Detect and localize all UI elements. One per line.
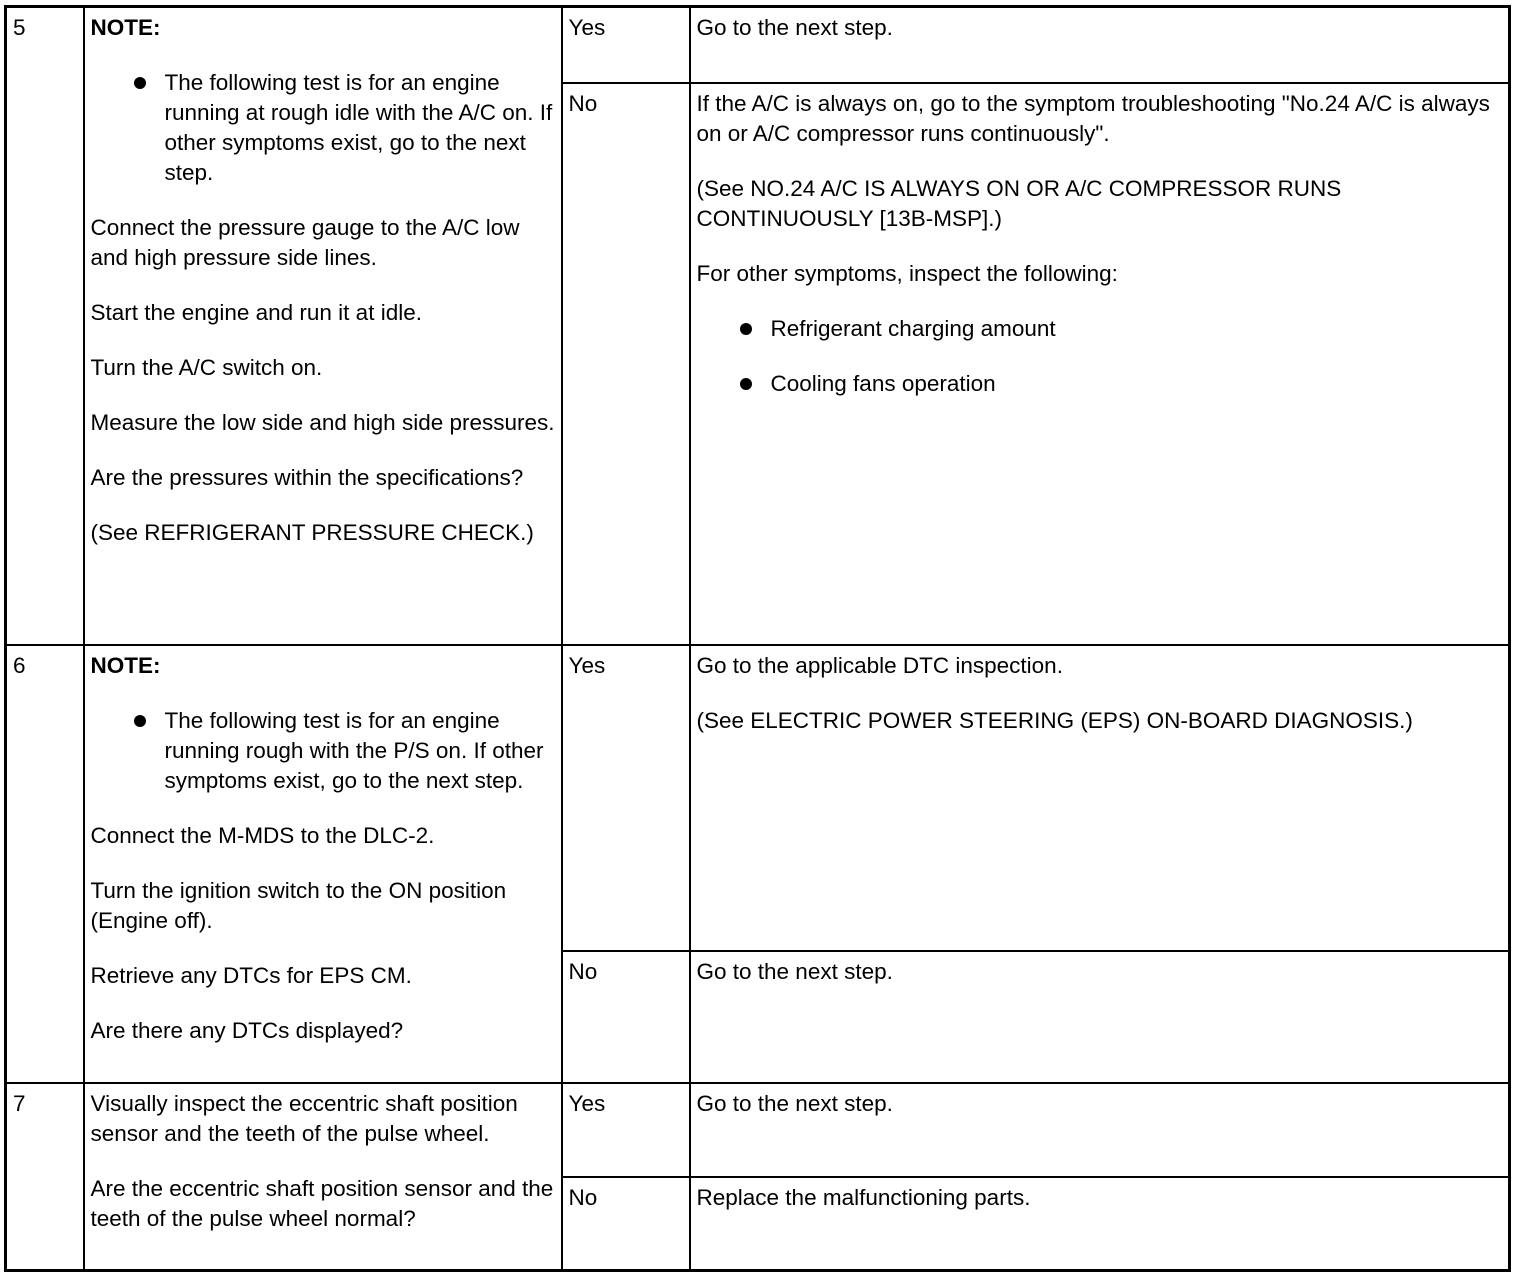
no-label: No xyxy=(562,1177,690,1271)
no-result: Go to the next step. xyxy=(690,951,1510,1083)
step-number: 6 xyxy=(6,645,84,1083)
result-reference: (See NO.24 A/C IS ALWAYS ON OR A/C COMPRESSOR RUNS CONTINUOUSLY [13B-MSP].) xyxy=(696,175,1342,231)
yes-result: Go to the next step. xyxy=(690,7,1510,83)
action-text: Visually inspect the eccentric shaft position sensor and the teeth of the pulse wheel. xyxy=(90,1090,518,1146)
action-text: Turn the ignition switch to the ON position (Engine off). xyxy=(90,877,507,933)
note-title: NOTE: xyxy=(90,652,161,678)
note-title: NOTE: xyxy=(90,15,161,40)
step-6-yes-row xyxy=(6,645,1510,951)
result-text: If the A/C is always on, go to the symptom troubleshooting "No.24 A/C is always on or A/C compressor runs continuously". xyxy=(696,90,1490,146)
step-action xyxy=(84,1083,562,1271)
action-text: Turn the A/C switch on. xyxy=(90,355,323,380)
no-result xyxy=(690,83,1510,645)
result-text: For other symptoms, inspect the following: xyxy=(696,260,1118,286)
yes-label: Yes xyxy=(562,1083,690,1177)
no-label: No xyxy=(562,83,690,645)
step-action xyxy=(84,7,562,645)
step-number: 7 xyxy=(6,1083,84,1271)
action-text: Connect the pressure gauge to the A/C low and high pressure side lines. xyxy=(90,215,520,270)
action-text: Connect the M-MDS to the DLC-2. xyxy=(90,822,435,848)
inspect-list xyxy=(697,314,1503,399)
note-list xyxy=(91,706,555,796)
action-question: Are there any DTCs displayed? xyxy=(90,1017,404,1043)
action-question: Are the pressures within the specifications? xyxy=(90,465,524,490)
action-reference: (See REFRIGERANT PRESSURE CHECK.) xyxy=(90,520,534,545)
step-action xyxy=(84,645,562,1083)
action-text: Start the engine and run it at idle. xyxy=(90,300,422,325)
inspect-item: Cooling fans operation xyxy=(771,369,1503,399)
step-5-yes-row xyxy=(6,7,1510,83)
step-number: 5 xyxy=(6,7,84,645)
note-bullet: The following test is for an engine running at rough idle with the A/C on. If other symptoms exist, go to the next step. xyxy=(165,68,555,188)
troubleshooting-table xyxy=(4,5,1511,1272)
no-label: No xyxy=(562,951,690,1083)
no-result: Replace the malfunctioning parts. xyxy=(690,1177,1510,1271)
note-bullet: The following test is for an engine running rough with the P/S on. If other symptoms exist, go to the next step. xyxy=(165,706,555,796)
action-question: Are the eccentric shaft position sensor and the teeth of the pulse wheel normal? xyxy=(90,1175,554,1231)
result-reference: (See ELECTRIC POWER STEERING (EPS) ON-BOARD DIAGNOSIS.) xyxy=(696,707,1413,733)
result-text: Go to the applicable DTC inspection. xyxy=(696,652,1063,678)
note-list xyxy=(91,68,555,188)
step-7-yes-row xyxy=(6,1083,1510,1177)
yes-label: Yes xyxy=(562,645,690,951)
yes-label: Yes xyxy=(562,7,690,83)
action-text: Measure the low side and high side pressures. xyxy=(90,410,555,435)
yes-result: Go to the next step. xyxy=(690,1083,1510,1177)
action-text: Retrieve any DTCs for EPS CM. xyxy=(90,962,412,988)
inspect-item: Refrigerant charging amount xyxy=(771,314,1503,344)
yes-result xyxy=(690,645,1510,951)
